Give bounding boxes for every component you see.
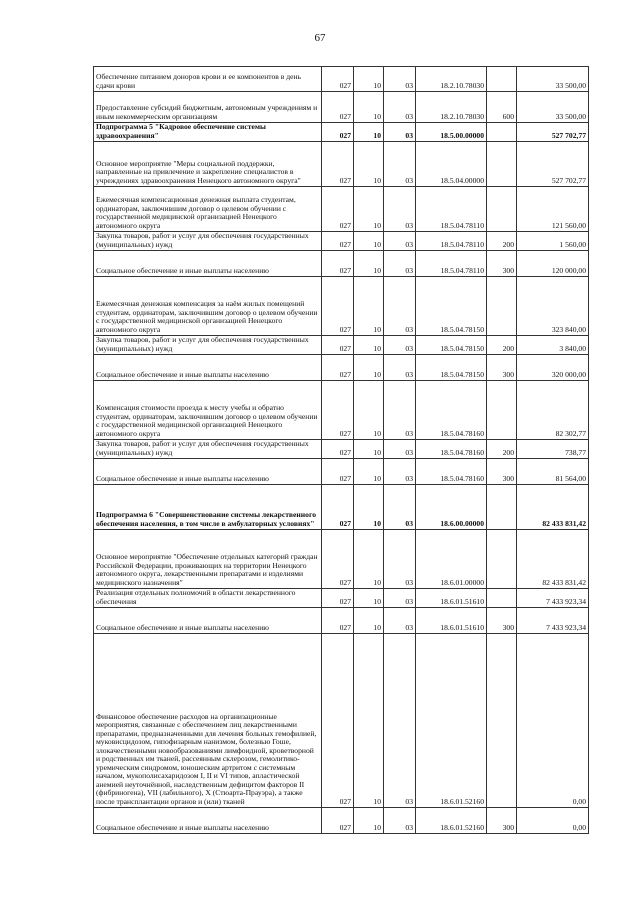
row-amount: 121 560,00 xyxy=(517,187,589,232)
table-row xyxy=(94,485,589,530)
row-amount: 320 000,00 xyxy=(517,355,589,381)
row-expense-type: 200 xyxy=(487,336,517,355)
table-row xyxy=(94,530,589,589)
row-name: Основное мероприятие "Обеспечение отдельных категорий граждан Российской Федерации, проживающих на территории Ненецкого автономного округа, лекарственными препаратами и изделиями медицинского назначения" xyxy=(94,530,322,589)
row-section-code: 10 xyxy=(354,485,384,530)
row-amount: 0,00 xyxy=(517,808,589,834)
row-expense-type xyxy=(487,67,517,92)
row-expense-type xyxy=(487,634,517,808)
row-target-code: 18.6.01.52160 xyxy=(416,634,487,808)
row-section-code: 10 xyxy=(354,808,384,834)
page-number: 67 xyxy=(314,32,326,44)
row-target-code: 18.5.04.78110 xyxy=(416,251,487,277)
row-target-code: 18.5.04.78160 xyxy=(416,459,487,485)
table-row xyxy=(94,251,589,277)
row-amount: 3 840,00 xyxy=(517,336,589,355)
table-row xyxy=(94,808,589,834)
row-amount: 33 500,00 xyxy=(517,92,589,123)
row-amount: 82 433 831,42 xyxy=(517,485,589,530)
row-target-code: 18.6.00.00000 xyxy=(416,485,487,530)
row-subsection-code: 03 xyxy=(384,530,416,589)
row-section-code: 10 xyxy=(354,123,384,142)
row-name: Закупка товаров, работ и услуг для обеспечения государственных (муниципальных) нужд xyxy=(94,440,322,459)
row-target-code: 18.5.04.78110 xyxy=(416,187,487,232)
row-amount: 120 000,00 xyxy=(517,251,589,277)
row-target-code: 18.6.01.51610 xyxy=(416,589,487,608)
row-section-code: 10 xyxy=(354,277,384,336)
row-ministry-code: 027 xyxy=(322,440,354,459)
row-expense-type: 300 xyxy=(487,355,517,381)
row-amount: 7 433 923,34 xyxy=(517,589,589,608)
row-expense-type: 300 xyxy=(487,251,517,277)
row-expense-type: 300 xyxy=(487,608,517,634)
row-section-code: 10 xyxy=(354,67,384,92)
row-ministry-code: 027 xyxy=(322,336,354,355)
table-row xyxy=(94,459,589,485)
row-name: Социальное обеспечение и иные выплаты населению xyxy=(94,608,322,634)
row-section-code: 10 xyxy=(354,608,384,634)
row-subsection-code: 03 xyxy=(384,381,416,440)
row-section-code: 10 xyxy=(354,142,384,187)
row-section-code: 10 xyxy=(354,232,384,251)
table-row xyxy=(94,336,589,355)
row-section-code: 10 xyxy=(354,459,384,485)
row-ministry-code: 027 xyxy=(322,530,354,589)
row-ministry-code: 027 xyxy=(322,123,354,142)
row-subsection-code: 03 xyxy=(384,440,416,459)
table-row xyxy=(94,381,589,440)
row-section-code: 10 xyxy=(354,530,384,589)
row-subsection-code: 03 xyxy=(384,485,416,530)
row-name: Компенсация стоимости проезда к месту учебы и обратно студентам, ординаторам, заключившим договор о целевом обучении с государственной медицинской организацией Ненецкого автономного округа xyxy=(94,381,322,440)
row-ministry-code: 027 xyxy=(322,142,354,187)
row-ministry-code: 027 xyxy=(322,92,354,123)
row-subsection-code: 03 xyxy=(384,608,416,634)
row-section-code: 10 xyxy=(354,355,384,381)
row-name: Социальное обеспечение и иные выплаты населению xyxy=(94,459,322,485)
row-target-code: 18.2.10.78030 xyxy=(416,67,487,92)
row-amount: 82 433 831,42 xyxy=(517,530,589,589)
row-name: Закупка товаров, работ и услуг для обеспечения государственных (муниципальных) нужд xyxy=(94,232,322,251)
row-subsection-code: 03 xyxy=(384,355,416,381)
row-target-code: 18.5.04.78160 xyxy=(416,381,487,440)
row-section-code: 10 xyxy=(354,251,384,277)
row-expense-type xyxy=(487,123,517,142)
row-section-code: 10 xyxy=(354,381,384,440)
row-amount: 738,77 xyxy=(517,440,589,459)
row-subsection-code: 03 xyxy=(384,808,416,834)
row-section-code: 10 xyxy=(354,336,384,355)
row-target-code: 18.5.00.00000 xyxy=(416,123,487,142)
row-amount: 323 840,00 xyxy=(517,277,589,336)
row-ministry-code: 027 xyxy=(322,67,354,92)
row-target-code: 18.5.04.78160 xyxy=(416,440,487,459)
row-expense-type: 200 xyxy=(487,232,517,251)
row-ministry-code: 027 xyxy=(322,589,354,608)
table-row xyxy=(94,355,589,381)
row-name: Социальное обеспечение и иные выплаты населению xyxy=(94,251,322,277)
row-subsection-code: 03 xyxy=(384,336,416,355)
row-name: Ежемесячная компенсационная денежная выплата студентам, ординаторам, заключившим договор о целевом обучении с государственной медицинской организацией Ненецкого автономного округа xyxy=(94,187,322,232)
row-section-code: 10 xyxy=(354,440,384,459)
row-expense-type: 300 xyxy=(487,459,517,485)
table-row xyxy=(94,67,589,92)
row-section-code: 10 xyxy=(354,92,384,123)
row-subsection-code: 03 xyxy=(384,634,416,808)
row-amount: 0,00 xyxy=(517,634,589,808)
row-expense-type xyxy=(487,142,517,187)
budget-table-body xyxy=(94,67,589,834)
row-subsection-code: 03 xyxy=(384,232,416,251)
table-row xyxy=(94,440,589,459)
table-row xyxy=(94,277,589,336)
row-name: Финансовое обеспечение расходов на организационные мероприятия, связанные с обеспечением лиц лекарственными препаратами, предназначенными для лечения больных гемофилией, муковисцидозом, гипофизарным нанизмом, болезнью Гоше, злокачественными новообразованиями лимфоидной, кроветворной и родственных им тканей, рассеянным склерозом, гемолитико-уремическим синдромом, юношеским артритом с системным началом, мукополисахаридозом I, II и VI типов, апластической анемией неуточнённой, наследственным дефицитом факторов II (фибриногена), VII (лабильного), X (Стюарта-Прауэра), а также после трансплантации органов и (или) тканей xyxy=(94,634,322,808)
table-row xyxy=(94,123,589,142)
row-amount: 82 302,77 xyxy=(517,381,589,440)
row-subsection-code: 03 xyxy=(384,187,416,232)
row-name: Предоставление субсидий бюджетным, автономным учреждениям и иным некоммерческим организациям xyxy=(94,92,322,123)
row-expense-type xyxy=(487,530,517,589)
table-row xyxy=(94,608,589,634)
row-expense-type xyxy=(487,485,517,530)
row-amount: 7 433 923,34 xyxy=(517,608,589,634)
row-target-code: 18.5.04.78150 xyxy=(416,355,487,381)
row-subsection-code: 03 xyxy=(384,92,416,123)
row-ministry-code: 027 xyxy=(322,485,354,530)
row-ministry-code: 027 xyxy=(322,608,354,634)
row-expense-type xyxy=(487,589,517,608)
row-target-code: 18.5.04.78150 xyxy=(416,336,487,355)
row-amount: 527 702,77 xyxy=(517,123,589,142)
row-name: Подпрограмма 6 "Совершенствование системы лекарственного обеспечения населения, в том числе в амбулаторных условиях" xyxy=(94,485,322,530)
row-expense-type: 200 xyxy=(487,440,517,459)
row-subsection-code: 03 xyxy=(384,123,416,142)
row-target-code: 18.5.04.78110 xyxy=(416,232,487,251)
table-row xyxy=(94,142,589,187)
table-row xyxy=(94,589,589,608)
row-expense-type: 300 xyxy=(487,808,517,834)
row-name: Обеспечение питанием доноров крови и ее компонентов в день сдачи крови xyxy=(94,67,322,92)
row-ministry-code: 027 xyxy=(322,808,354,834)
row-section-code: 10 xyxy=(354,634,384,808)
row-ministry-code: 027 xyxy=(322,187,354,232)
row-expense-type xyxy=(487,187,517,232)
table-row xyxy=(94,634,589,808)
row-name: Ежемесячная денежная компенсация за наём жилых помещений студентам, ординаторам, заключившим договор о целевом обучении с государственной медицинской организацией Ненецкого автономного округа xyxy=(94,277,322,336)
row-subsection-code: 03 xyxy=(384,589,416,608)
row-target-code: 18.6.01.00000 xyxy=(416,530,487,589)
table-row xyxy=(94,92,589,123)
row-target-code: 18.6.01.51610 xyxy=(416,608,487,634)
row-subsection-code: 03 xyxy=(384,459,416,485)
row-name: Подпрограмма 5 "Кадровое обеспечение системы здравоохранения" xyxy=(94,123,322,142)
row-ministry-code: 027 xyxy=(322,459,354,485)
row-amount: 527 702,77 xyxy=(517,142,589,187)
row-target-code: 18.5.04.00000 xyxy=(416,142,487,187)
row-ministry-code: 027 xyxy=(322,634,354,808)
row-target-code: 18.6.01.52160 xyxy=(416,808,487,834)
row-section-code: 10 xyxy=(354,589,384,608)
row-amount: 1 560,00 xyxy=(517,232,589,251)
row-subsection-code: 03 xyxy=(384,67,416,92)
row-name: Закупка товаров, работ и услуг для обеспечения государственных (муниципальных) нужд xyxy=(94,336,322,355)
row-ministry-code: 027 xyxy=(322,232,354,251)
table-row xyxy=(94,232,589,251)
row-subsection-code: 03 xyxy=(384,277,416,336)
row-section-code: 10 xyxy=(354,187,384,232)
table-row xyxy=(94,187,589,232)
row-ministry-code: 027 xyxy=(322,355,354,381)
row-target-code: 18.5.04.78150 xyxy=(416,277,487,336)
row-ministry-code: 027 xyxy=(322,381,354,440)
row-name: Реализация отдельных полномочий в области лекарственного обеспечения xyxy=(94,589,322,608)
row-subsection-code: 03 xyxy=(384,142,416,187)
row-name: Социальное обеспечение и иные выплаты населению xyxy=(94,808,322,834)
row-expense-type: 600 xyxy=(487,92,517,123)
budget-table xyxy=(93,66,589,834)
row-ministry-code: 027 xyxy=(322,251,354,277)
row-amount: 81 564,00 xyxy=(517,459,589,485)
row-subsection-code: 03 xyxy=(384,251,416,277)
row-name: Основное мероприятие "Меры социальной поддержки, направленные на привлечение и закрепление специалистов в учреждениях здравоохранения Ненецкого автономного округа" xyxy=(94,142,322,187)
row-target-code: 18.2.10.78030 xyxy=(416,92,487,123)
row-name: Социальное обеспечение и иные выплаты населению xyxy=(94,355,322,381)
row-expense-type xyxy=(487,381,517,440)
row-amount: 33 500,00 xyxy=(517,67,589,92)
row-expense-type xyxy=(487,277,517,336)
row-ministry-code: 027 xyxy=(322,277,354,336)
